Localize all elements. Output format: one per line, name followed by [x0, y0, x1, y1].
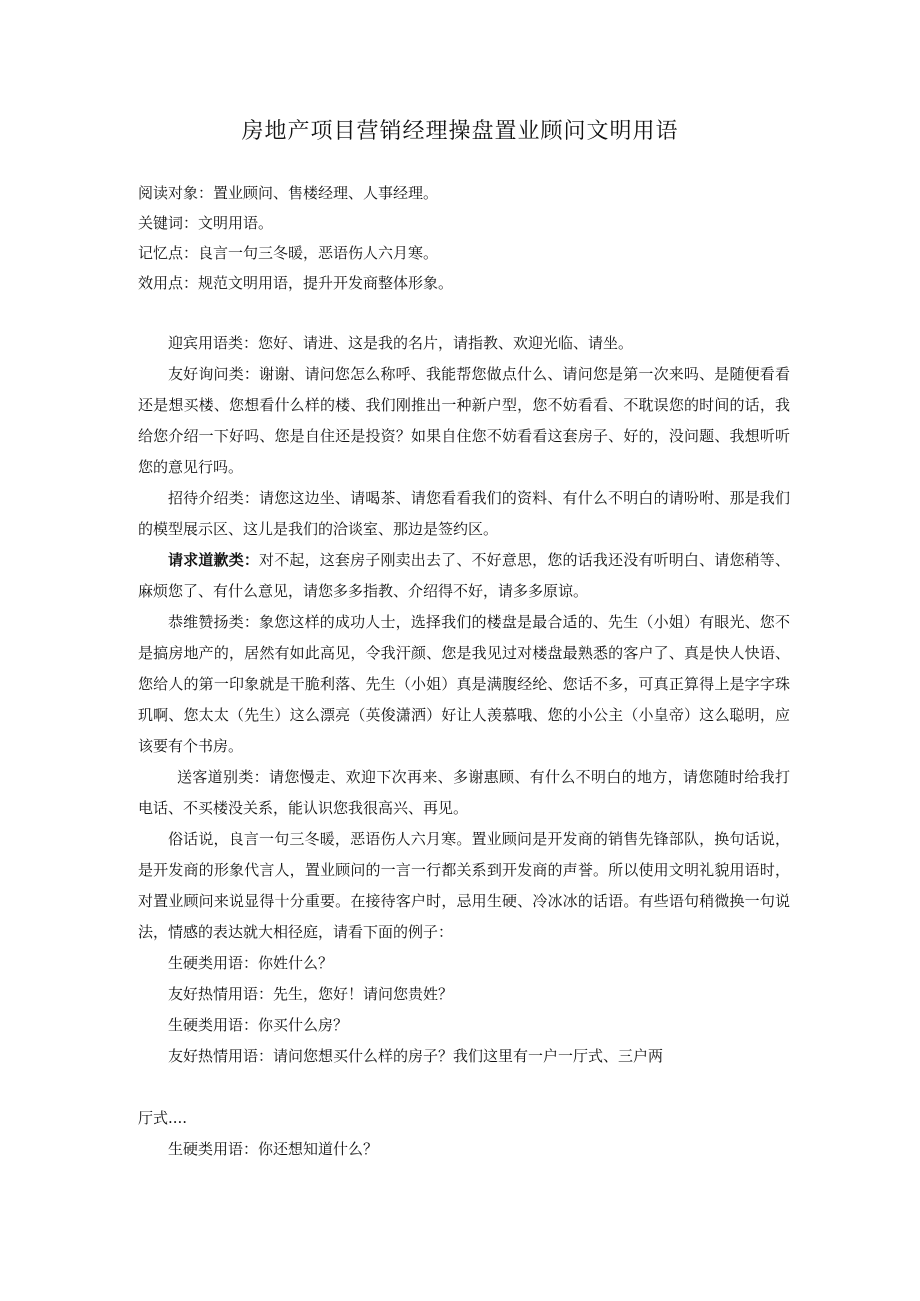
category-label: 恭维赞扬类：	[168, 613, 260, 631]
meta-label: 效用点：	[138, 274, 199, 292]
paragraph-farewell	[138, 762, 790, 824]
paragraph-reception	[138, 483, 790, 545]
category-label: 迎宾用语类：	[168, 334, 259, 352]
meta-label: 阅读对象：	[138, 184, 214, 202]
category-text: 对不起，这套房子刚卖出去了、不好意思，您的话我还没有听明白、请您稍等、麻烦您了、有什么意见，请您多多指教、介绍得不好，请多多原谅。	[138, 551, 790, 600]
example-line: 友好热情用语：先生，您好！请问您贵姓？	[168, 985, 454, 1003]
meta-label: 关键词：	[138, 214, 199, 232]
category-label: 友好询问类：	[168, 365, 260, 383]
paragraph-proverb: 俗话说，良言一句三冬暖，恶语伤人六月寒。置业顾问是开发商的销售先锋部队，换句话说，是开发商的形象代言人，置业顾问的一言一行都关系到开发商的声誉。所以使用文明礼貌用语时，对置业顾问来说显得十分重要。在接待客户时，忌用生硬、冷冰冰的话语。有些语句稍微换一句说法，情感的表达就大相径庭，请看下面的例子：	[138, 830, 790, 941]
paragraph-welcome	[138, 328, 790, 359]
paragraph-compliment	[138, 607, 790, 762]
meta-value: 文明用语。	[198, 214, 274, 232]
example-line-continued: 厅式....	[138, 1109, 188, 1127]
meta-readers	[138, 178, 798, 208]
meta-memory-point	[138, 238, 798, 268]
paragraph-inquiry	[138, 359, 790, 483]
category-text: 请您慢走、欢迎下次再来、多谢惠顾、有什么不明白的地方，请您随时给我打电话、不买楼没关系，能认识您我很高兴、再见。	[138, 768, 790, 817]
meta-effect-point	[138, 268, 798, 298]
category-text: 请您这边坐、请喝茶、请您看看我们的资料、有什么不明白的请吩咐、那是我们的模型展示区、这儿是我们的洽谈室、那边是签约区。	[138, 489, 790, 538]
example-line: 生硬类用语：你还想知道什么？	[168, 1140, 379, 1158]
meta-block	[138, 178, 798, 298]
meta-value: 规范文明用语，提升开发商整体形象。	[198, 274, 454, 292]
document-body	[138, 328, 790, 1165]
example-line: 友好热情用语：请问您想买什么样的房子？我们这里有一户一厅式、三户两	[168, 1047, 664, 1065]
meta-value: 良言一句三冬暖，恶语伤人六月寒。	[198, 244, 439, 262]
example-line: 生硬类用语：你买什么房？	[168, 1016, 349, 1034]
meta-label: 记忆点：	[138, 244, 199, 262]
category-label: 送客道别类：	[177, 768, 269, 786]
paragraph-apology	[138, 545, 790, 607]
category-text: 谢谢、请问您怎么称呼、我能帮您做点什么、请问您是第一次来吗、是随便看看还是想买楼、您想看什么样的楼、我们刚推出一种新户型，您不妨看看、不耽误您的时间的话，我给您介绍一下好吗、您是自住还是投资？如果自住您不妨看看这套房子、好的，没问题、我想听听您的意见行吗。	[138, 365, 790, 476]
example-line: 生硬类用语：你姓什么？	[168, 954, 334, 972]
document-title: 房地产项目营销经理操盘置业顾问文明用语	[241, 119, 679, 144]
category-text: 象您这样的成功人士，选择我们的楼盘是最合适的、先生（小姐）有眼光、您不是搞房地产的，居然有如此高见，令我汗颜、您是我见过对楼盘最熟悉的客户了、真是快人快语、您给人的第一印象就是干脆利落、先生（小姐）真是满腹经纶、您话不多，可真正算得上是字字珠玑啊、您太太（先生）这么漂亮（英俊潇洒）好让人羡慕哦、您的小公主（小皇帝）这么聪明，应该要有个书房。	[138, 613, 790, 755]
category-text: 您好、请进、这是我的名片，请指教、欢迎光临、请坐。	[258, 334, 634, 352]
category-label: 招待介绍类：	[168, 489, 260, 507]
category-label: 请求道歉类：	[168, 551, 260, 569]
meta-keywords	[138, 208, 798, 238]
meta-value: 置业顾问、售楼经理、人事经理。	[213, 184, 439, 202]
